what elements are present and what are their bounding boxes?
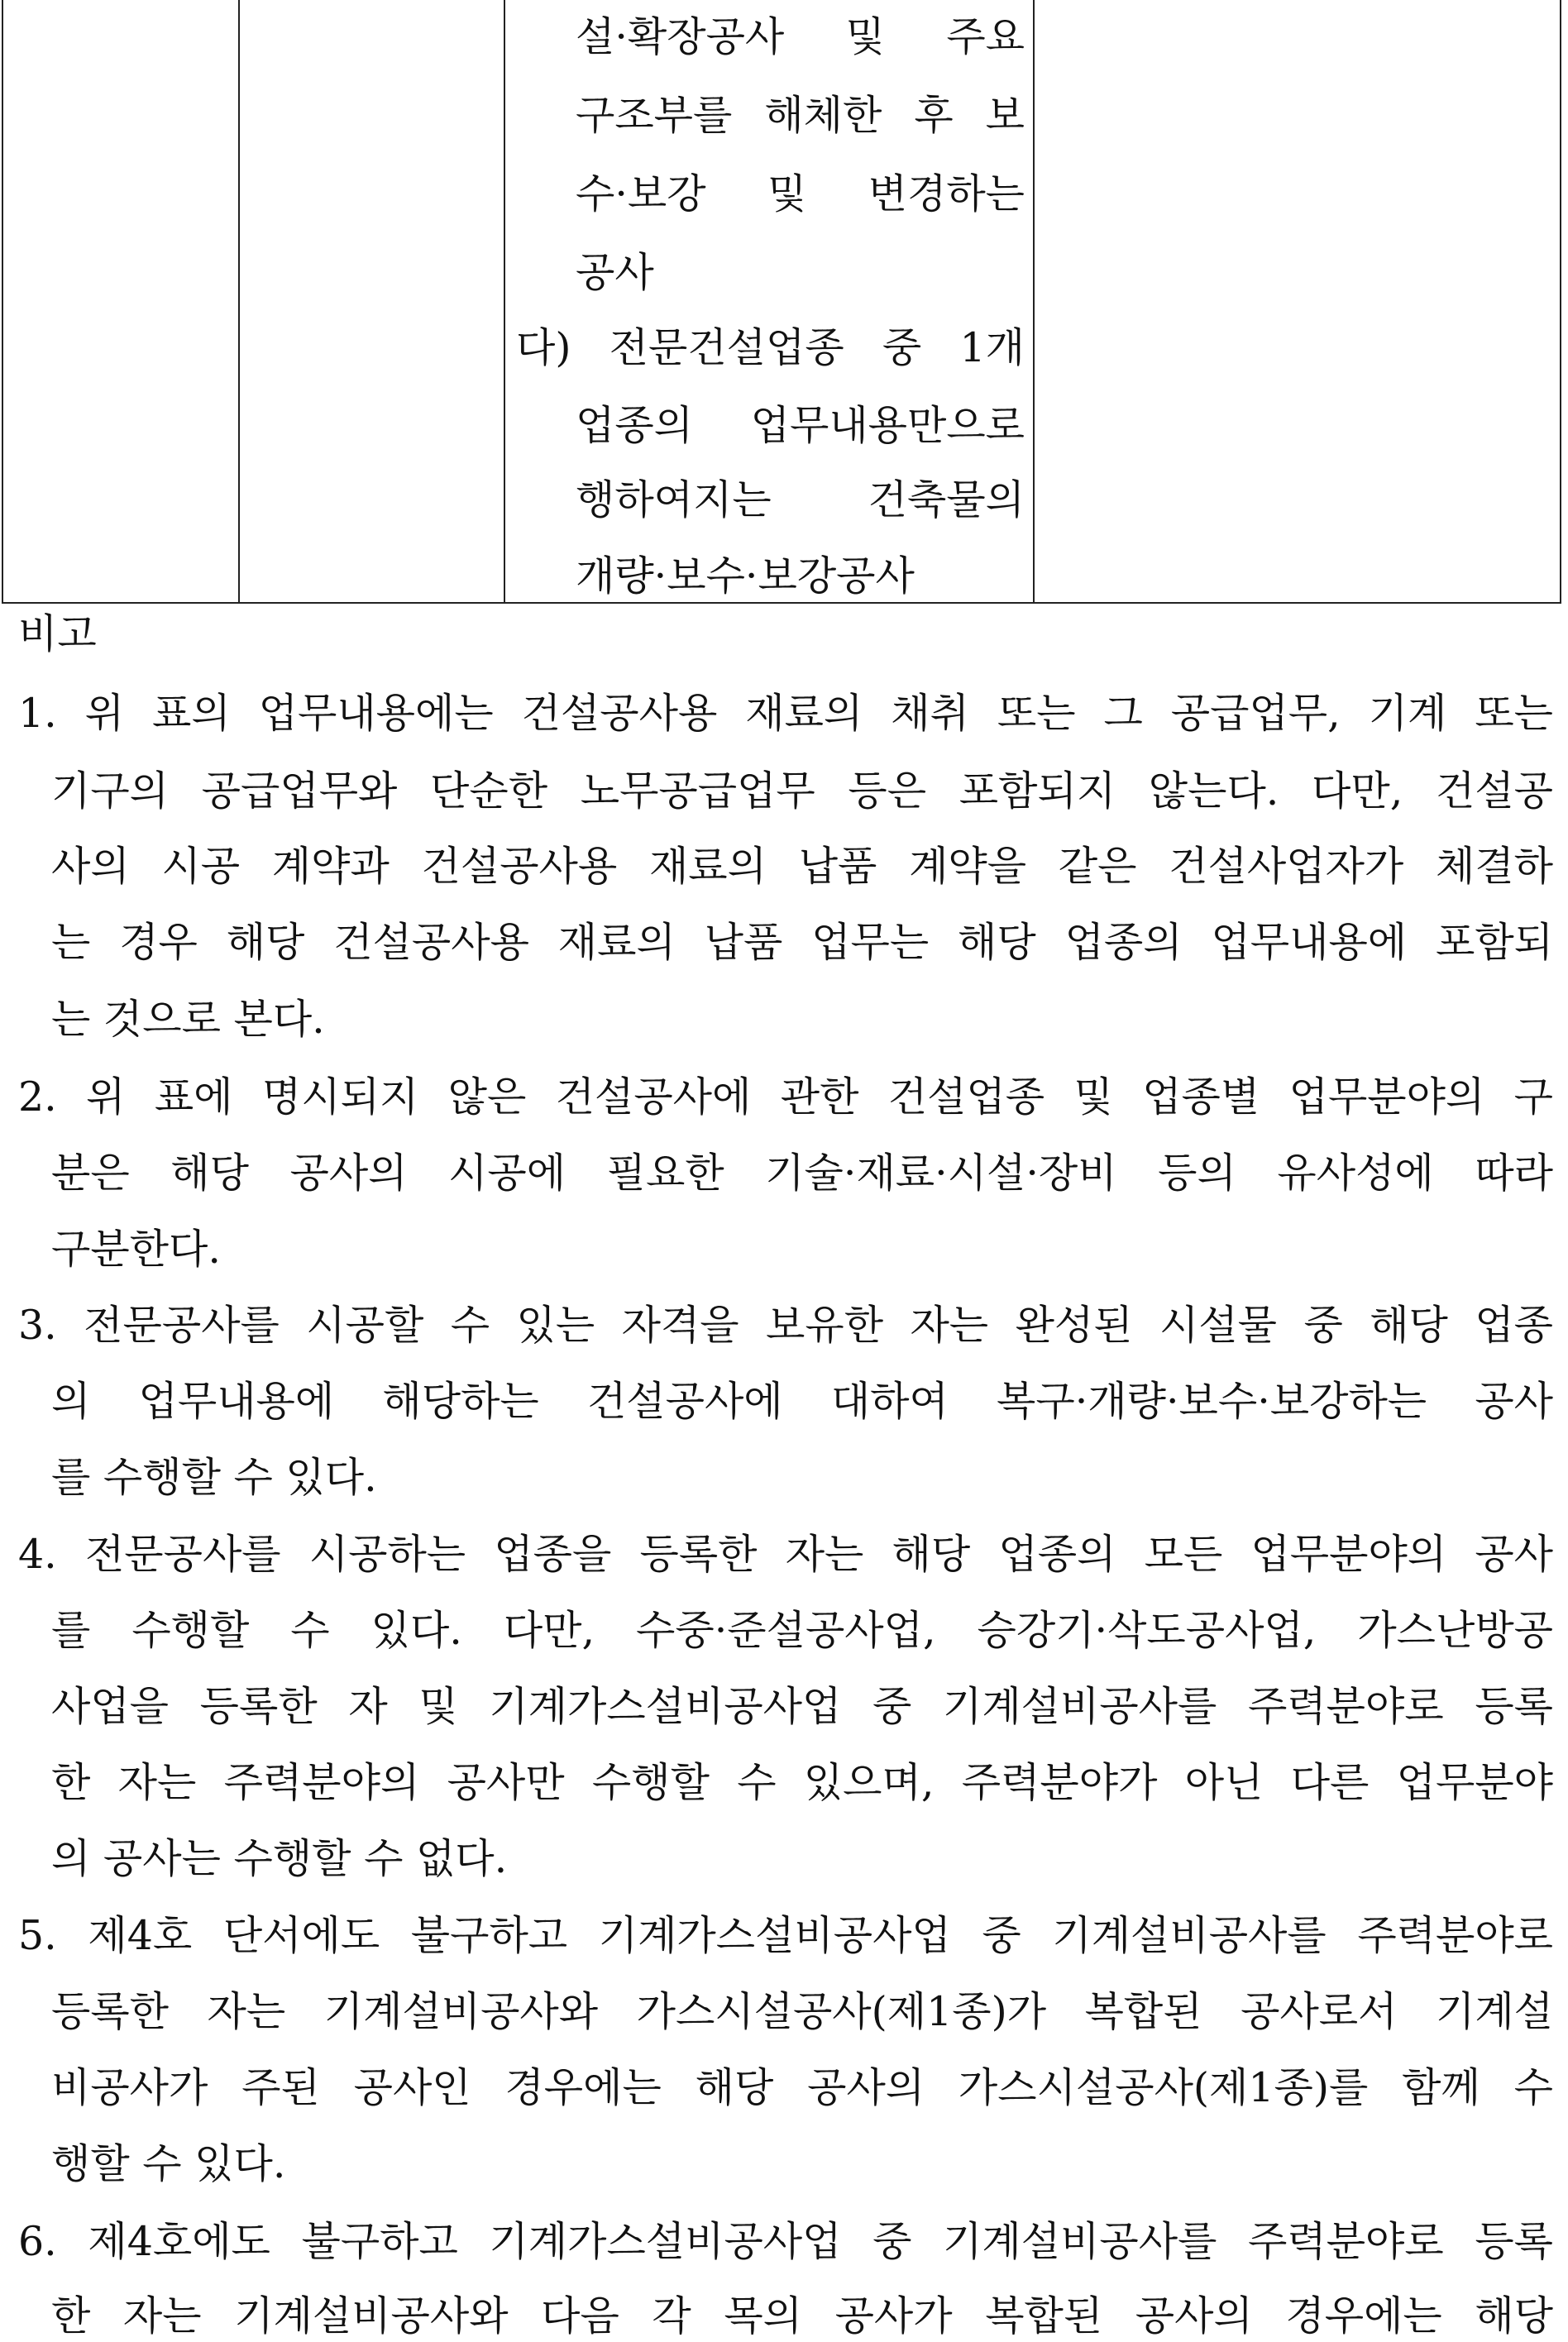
remark-line: 를 수행할 수 있다.: [51, 1454, 377, 1501]
remark-line: 기구의 공급업무와 단순한 노무공급업무 등은 포함되지 않는다. 다만, 건설공: [51, 767, 1553, 815]
remark-line: 사업을 등록한 자 및 기계가스설비공사업 중 기계설비공사를 주력분야로 등록: [51, 1683, 1553, 1730]
cell-line: 수·보강 및 변경하는: [576, 170, 1025, 217]
remark-line: 는 경우 해당 건설공사용 재료의 납품 업무는 해당 업종의 업무내용에 포함되: [51, 919, 1553, 966]
remark-line: 의 공사는 수행할 수 없다.: [51, 1835, 508, 1882]
remark-line: 등록한 자는 기계설비공사와 가스시설공사(제1종)가 복합된 공사로서 기계설: [51, 1988, 1553, 2035]
cell-line: 다) 전문건설업종 중 1개: [516, 324, 1025, 371]
remark-line: 3. 전문공사를 시공할 수 있는 자격을 보유한 자는 완성된 시설물 중 해당 업종: [18, 1302, 1553, 1349]
cell-line: 설·확장공사 및 주요: [576, 13, 1025, 60]
remark-line: 구분한다.: [51, 1226, 221, 1273]
remark-line: 2. 위 표에 명시되지 않은 건설공사에 관한 건설업종 및 업종별 업무분야의 구: [18, 1073, 1553, 1121]
remark-line: 는 것으로 본다.: [51, 996, 325, 1043]
table-fragment: [2, 0, 1561, 604]
remark-line: 한 자는 기계설비공사와 다음 각 목의 공사가 복합된 공사의 경우에는 해당: [51, 2292, 1553, 2340]
remark-line: 를 수행할 수 있다. 다만, 수중·준설공사업, 승강기·삭도공사업, 가스난방공: [51, 1607, 1553, 1654]
table-column-divider-3: [1033, 0, 1035, 602]
remark-line: 비공사가 주된 공사인 경우에는 해당 공사의 가스시설공사(제1종)를 함께 수: [51, 2064, 1553, 2111]
remark-line: 1. 위 표의 업무내용에는 건설공사용 재료의 채취 또는 그 공급업무, 기계 또는: [18, 690, 1553, 737]
remark-line: 6. 제4호에도 불구하고 기계가스설비공사업 중 기계설비공사를 주력분야로 등록: [18, 2218, 1553, 2265]
remarks-heading: 비고: [18, 610, 97, 657]
cell-line: 구조부를 해체한 후 보: [576, 92, 1025, 139]
cell-line: 업종의 업무내용만으로: [576, 402, 1025, 449]
remark-line: 사의 시공 계약과 건설공사용 재료의 납품 계약을 같은 건설사업자가 체결하: [51, 843, 1553, 890]
remark-line: 분은 해당 공사의 시공에 필요한 기술·재료·시설·장비 등의 유사성에 따라: [51, 1149, 1553, 1197]
remark-line: 의 업무내용에 해당하는 건설공사에 대하여 복구·개량·보수·보강하는 공사: [51, 1378, 1553, 1425]
table-column-divider-2: [504, 0, 505, 602]
table-column-divider-1: [238, 0, 240, 602]
cell-line: 행하여지는 건축물의: [576, 476, 1025, 523]
cell-line: 개량·보수·보강공사: [576, 552, 915, 600]
remark-line: 5. 제4호 단서에도 불구하고 기계가스설비공사업 중 기계설비공사를 주력분야로: [18, 1912, 1553, 1959]
remark-line: 행할 수 있다.: [51, 2140, 286, 2187]
remark-line: 한 자는 주력분야의 공사만 수행할 수 있으며, 주력분야가 아닌 다른 업무분야: [51, 1759, 1553, 1806]
cell-line: 공사: [576, 249, 654, 296]
remark-line: 4. 전문공사를 시공하는 업종을 등록한 자는 해당 업종의 모든 업무분야의 공사: [18, 1531, 1553, 1578]
